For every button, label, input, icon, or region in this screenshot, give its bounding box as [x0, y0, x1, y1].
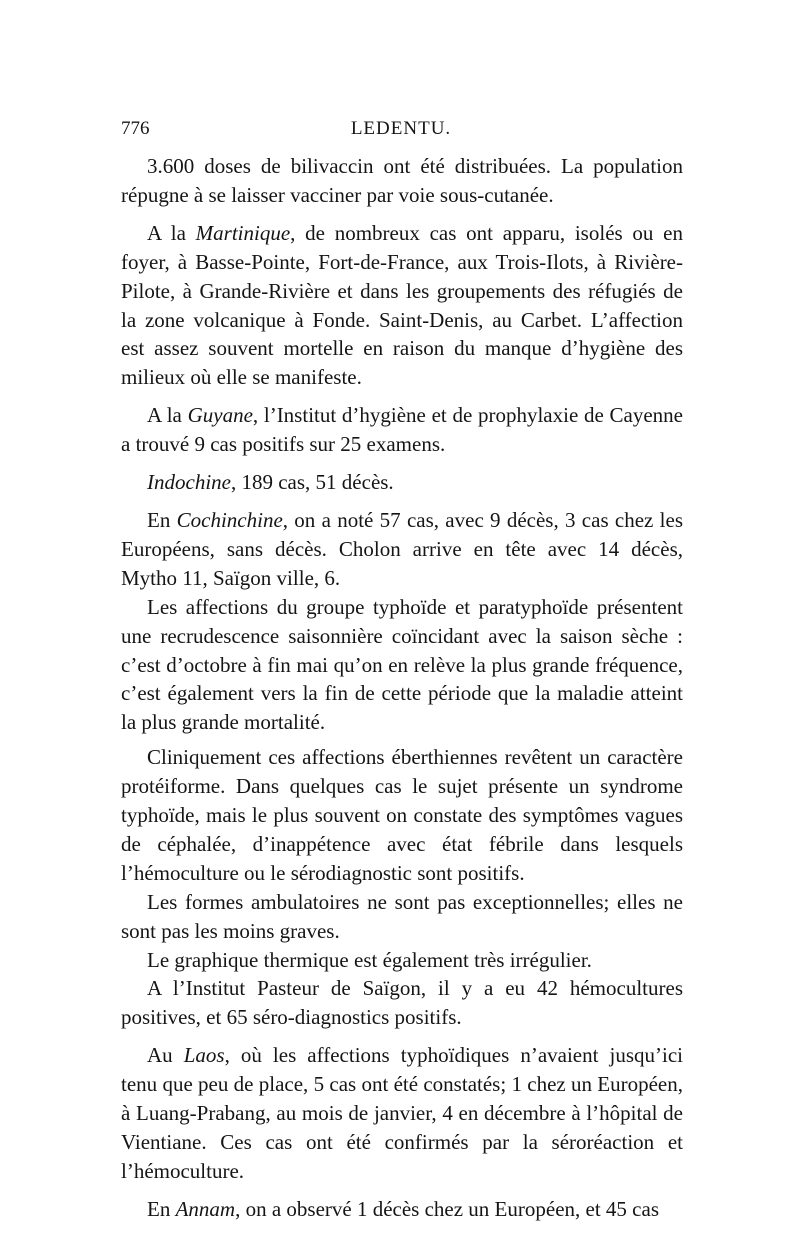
body-text [121, 152, 683, 1224]
page-number: 776 [121, 118, 150, 139]
paragraph-martinique: A la Martinique, de nombreux cas ont apparu, isolés ou en foyer, à Basse-Pointe, Fort-de-France, aux Trois-Ilots, à Rivière-Pilote, à Grande-Rivière et dans les groupements des réfugiés de la zone volcanique à Fonde. Saint-Denis, au Carbet. L’affection est assez souvent mortelle en raison du manque d’hygiène des milieux où elle se manifeste. [121, 220, 683, 390]
page-header [121, 118, 681, 146]
paragraph: A l’Institut Pasteur de Saïgon, il y a eu 42 hémocultures positives, et 65 séro-diagnostics positifs. [121, 976, 683, 1030]
paragraph: Les formes ambulatoires ne sont pas exceptionnelles; elles ne sont pas les moins graves. [121, 889, 683, 943]
paragraph-guyane: A la Guyane, l’Institut d’hygiène et de prophylaxie de Cayenne a trouvé 9 cas positifs sur 25 examens. [121, 403, 683, 457]
paragraph: Cliniquement ces affections éberthiennes revêtent un caractère protéiforme. Dans quelques cas le sujet présente un syndrome typhoïde, mais le plus souvent on constate des symptômes vagues de céphalée, d’inappétence avec état fébrile dans lesquels l’hémoculture ou le sérodiagnostic sont positifs. [121, 745, 683, 885]
paragraph-indochine: Indochine, 189 cas, 51 décès. [147, 470, 394, 495]
paragraph: Les affections du groupe typhoïde et paratyphoïde présentent une recrudescence saisonnière coïncidant avec la saison sèche : c’est d’octobre à fin mai qu’on en relève la plus grande fréquence, c’est également vers la fin de cette période que la maladie atteint la plus grande mortalité. [121, 594, 683, 735]
paragraph-laos: Au Laos, où les affections typhoïdiques n’avaient jusqu’ici tenu que peu de place, 5 cas ont été constatés; 1 chez un Européen, à Luang-Prabang, au mois de janvier, 4 en décembre à l’hôpital de Vientiane. Ces cas ont été confirmés par la séroréaction et l’hémoculture. [121, 1043, 683, 1183]
paragraph-annam: En Annam, on a observé 1 décès chez un Européen, et 45 cas [147, 1196, 659, 1221]
paragraph: Le graphique thermique est également très irrégulier. [147, 947, 592, 972]
paragraph-cochinchine: En Cochinchine, on a noté 57 cas, avec 9 décès, 3 cas chez les Européens, sans décès. Cholon arrive en tête avec 14 décès, Mytho 11, Saïgon ville, 6. [121, 507, 683, 590]
running-head: LEDENTU. [350, 118, 452, 139]
paragraph: 3.600 doses de bilivaccin ont été distribuées. La population répugne à se laisser vacciner par voie sous-cutanée. [121, 154, 683, 207]
